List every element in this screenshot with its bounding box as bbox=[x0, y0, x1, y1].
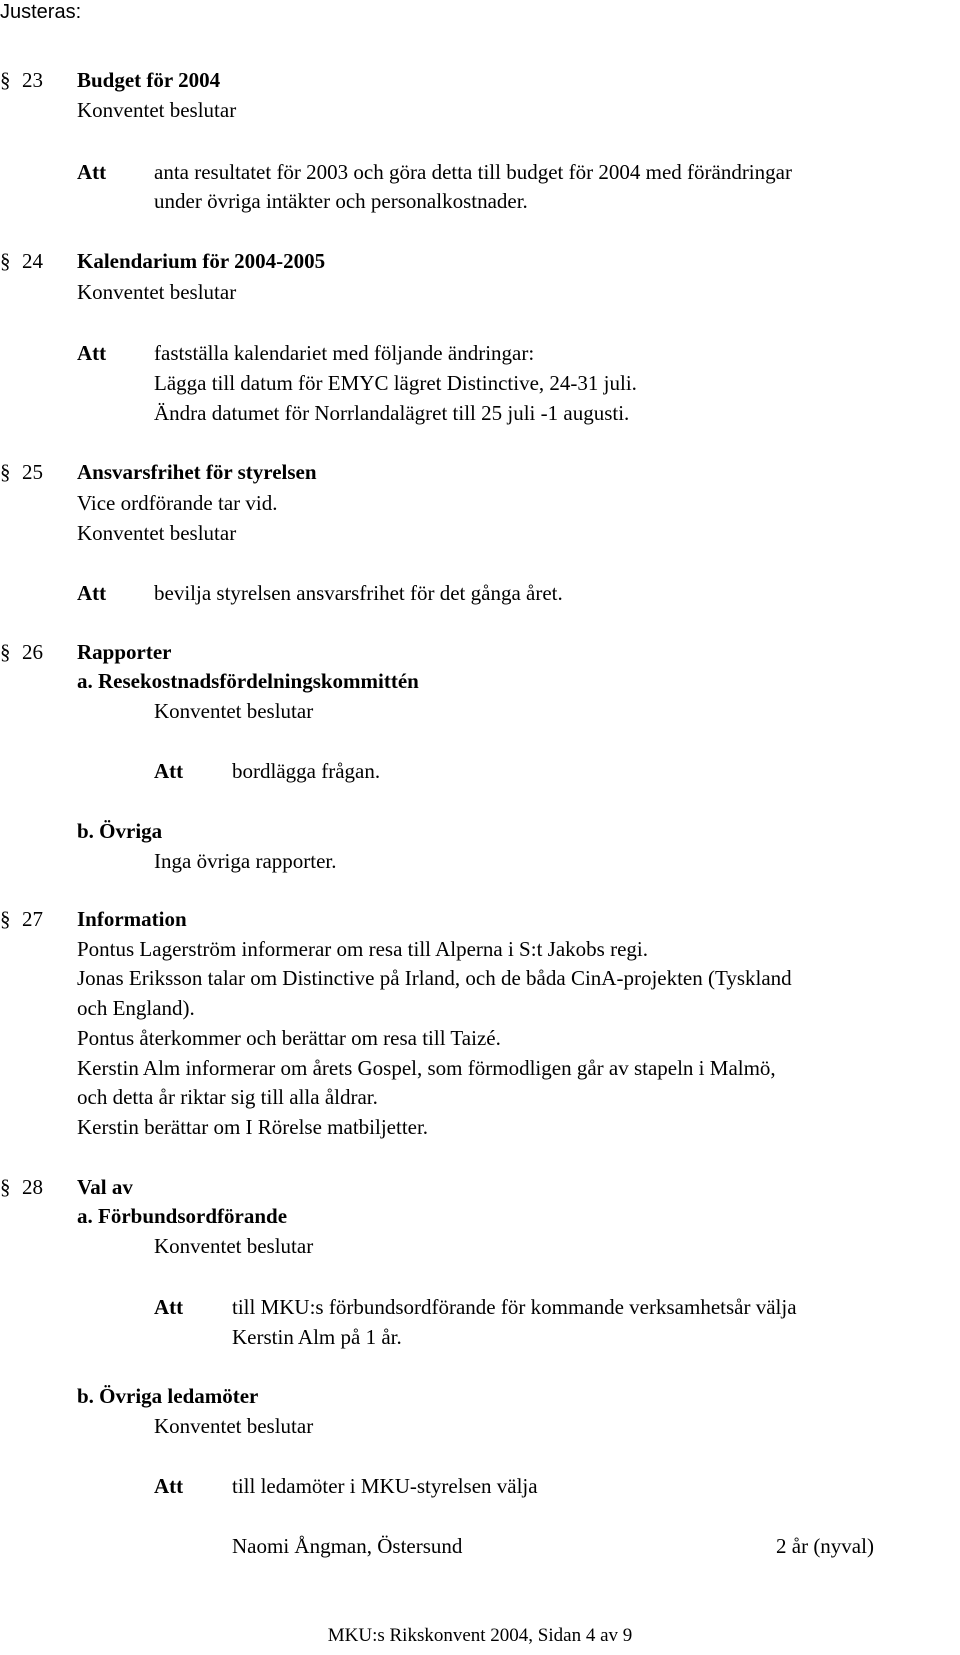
subsection-title: a. Resekostnadsfördelningskommittén bbox=[77, 669, 419, 693]
section-title: Rapporter bbox=[77, 640, 172, 664]
header-label: Justeras: bbox=[0, 1, 82, 23]
section-number: 27 bbox=[22, 907, 43, 931]
info-line: Kerstin berättar om I Rörelse matbiljetter. bbox=[77, 1115, 429, 1139]
subsection-title: b. Övriga ledamöter bbox=[77, 1384, 259, 1408]
section-title: Val av bbox=[77, 1175, 133, 1199]
decision-text: till MKU:s förbundsordförande för kommande verksamhetsår välja bbox=[232, 1295, 797, 1319]
section-number: 28 bbox=[22, 1175, 43, 1199]
section-note: Vice ordförande tar vid. bbox=[77, 491, 278, 515]
decision-label: Konventet beslutar bbox=[77, 280, 237, 304]
decision-label: Konventet beslutar bbox=[77, 521, 237, 545]
info-line: Jonas Eriksson talar om Distinctive på Irland, och de båda CinA-projekten (Tyskland bbox=[77, 966, 792, 990]
subsection-title: b. Övriga bbox=[77, 819, 163, 843]
decision-text: anta resultatet för 2003 och göra detta till budget för 2004 med förändringar bbox=[154, 160, 792, 184]
section-title: Kalendarium för 2004-2005 bbox=[77, 249, 326, 273]
decision-text: under övriga intäkter och personalkostnader. bbox=[154, 189, 528, 213]
decision-label: Konventet beslutar bbox=[154, 699, 314, 723]
att-label: Att bbox=[77, 160, 107, 184]
member-name: Naomi Ångman, Östersund bbox=[232, 1534, 463, 1558]
decision-text: till ledamöter i MKU-styrelsen välja bbox=[232, 1474, 538, 1498]
info-line: Pontus Lagerström informerar om resa till Alperna i S:t Jakobs regi. bbox=[77, 937, 648, 961]
section-symbol: § bbox=[0, 249, 11, 273]
att-label: Att bbox=[154, 1474, 184, 1498]
decision-label: Konventet beslutar bbox=[154, 1234, 314, 1258]
section-number: 24 bbox=[22, 249, 43, 273]
decision-text: bevilja styrelsen ansvarsfrihet för det gånga året. bbox=[154, 581, 563, 605]
att-label: Att bbox=[154, 759, 184, 783]
subsection-text: Inga övriga rapporter. bbox=[154, 849, 337, 873]
section-number: 23 bbox=[22, 68, 43, 92]
decision-label: Konventet beslutar bbox=[154, 1414, 314, 1438]
section-symbol: § bbox=[0, 907, 11, 931]
section-symbol: § bbox=[0, 640, 11, 664]
info-line: och detta år riktar sig till alla åldrar. bbox=[77, 1085, 378, 1109]
decision-label: Konventet beslutar bbox=[77, 98, 237, 122]
decision-text: Kerstin Alm på 1 år. bbox=[232, 1325, 402, 1349]
decision-text: fastställa kalendariet med följande ändringar: bbox=[154, 341, 535, 365]
decision-text: Lägga till datum för EMYC lägret Distinctive, 24-31 juli. bbox=[154, 371, 637, 395]
att-label: Att bbox=[77, 581, 107, 605]
subsection-title: a. Förbundsordförande bbox=[77, 1204, 288, 1228]
section-symbol: § bbox=[0, 68, 11, 92]
decision-text: bordlägga frågan. bbox=[232, 759, 381, 783]
att-label: Att bbox=[77, 341, 107, 365]
section-symbol: § bbox=[0, 1175, 11, 1199]
att-label: Att bbox=[154, 1295, 184, 1319]
info-line: och England). bbox=[77, 996, 195, 1020]
section-title: Ansvarsfrihet för styrelsen bbox=[77, 460, 317, 484]
section-title: Budget för 2004 bbox=[77, 68, 221, 92]
section-number: 25 bbox=[22, 460, 43, 484]
decision-text: Ändra datumet för Norrlandalägret till 25 juli -1 augusti. bbox=[154, 401, 630, 425]
section-title: Information bbox=[77, 907, 187, 931]
member-term: 2 år (nyval) bbox=[776, 1534, 874, 1558]
info-line: Pontus återkommer och berättar om resa till Taizé. bbox=[77, 1026, 501, 1050]
info-line: Kerstin Alm informerar om årets Gospel, som förmodligen går av stapeln i Malmö, bbox=[77, 1056, 776, 1080]
page-footer: MKU:s Rikskonvent 2004, Sidan 4 av 9 bbox=[327, 1625, 633, 1646]
section-symbol: § bbox=[0, 460, 11, 484]
section-number: 26 bbox=[22, 640, 43, 664]
